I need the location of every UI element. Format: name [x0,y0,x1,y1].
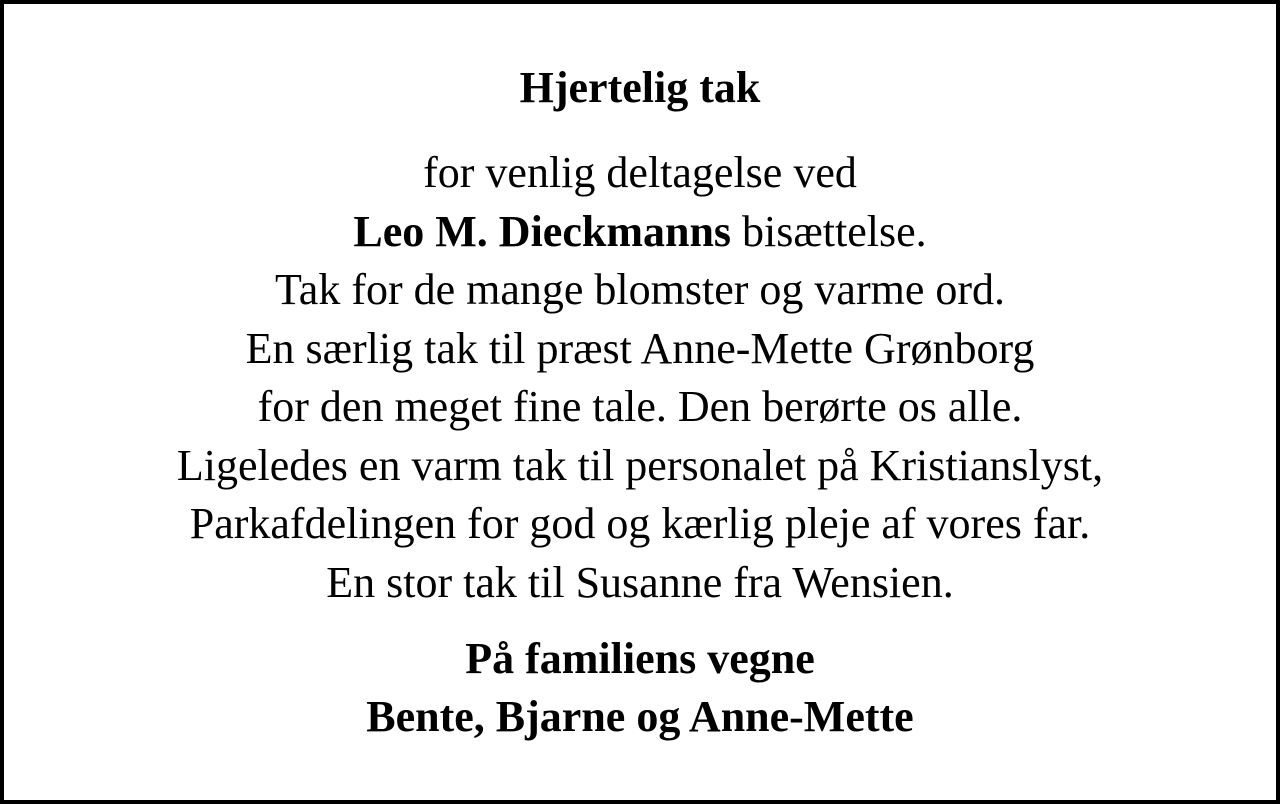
notice-body [4,144,1276,612]
body-line-2 [4,203,1276,262]
body-line-4: En særlig tak til præst Anne-Mette Grønborg [245,323,1035,373]
notice-title: Hjertelig tak [519,63,761,112]
deceased-name: Leo M. Dieckmanns [353,206,732,256]
body-line-3: Tak for de mange blomster og varme ord. [274,265,1006,314]
signoff-line-1: På familiens vegne [465,634,815,683]
body-line-7: Parkafdelingen for god og kærlig pleje af vores far. [189,499,1091,548]
body-line-5: for den meget fine tale. Den berørte os alle. [257,382,1023,431]
body-line-2-rest: bisættelse. [731,206,927,256]
signoff-names: Bente, Bjarne og Anne-Mette [366,692,914,741]
notice-signoff [4,630,1276,746]
body-line-8: En stor tak til Susanne fra Wensien. [326,557,954,607]
body-line-1: for venlig deltagelse ved [423,148,857,197]
body-line-6: Ligeledes en varm tak til personalet på Kristianslyst, [176,440,1104,490]
